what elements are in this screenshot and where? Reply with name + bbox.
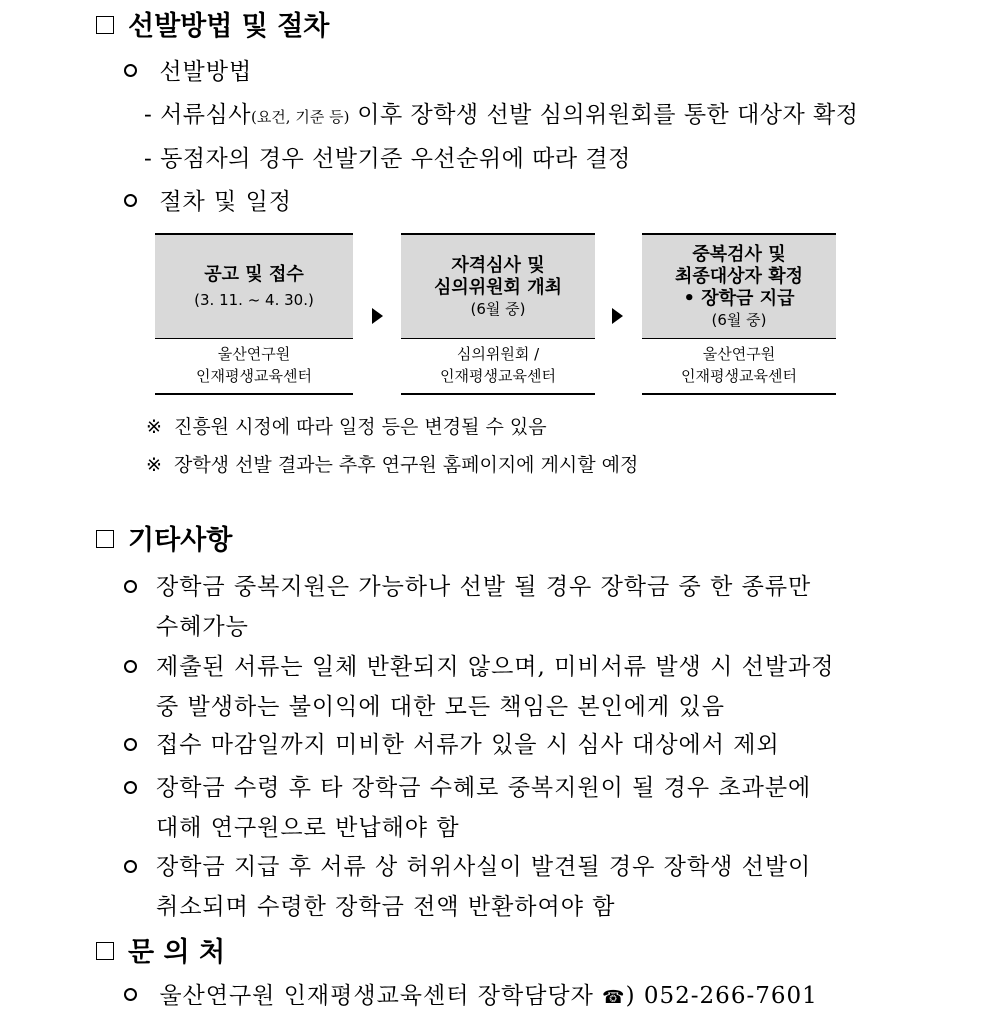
section-title-misc: 기타사항: [96, 518, 232, 557]
circle-bullet-icon: [124, 580, 137, 593]
section-title-contact: 문 의 처: [96, 930, 225, 969]
flow-step-header: 공고 및 접수 (3. 11. ~ 4. 30.): [155, 233, 353, 339]
contact-line: 울산연구원 인재평생교육센터 장학담당자 ☎) 052-266-7601: [124, 977, 818, 1010]
square-bullet-icon: [96, 16, 114, 34]
note-schedule-change: ※ 진흥원 시정에 따라 일정 등은 변경될 수 있음: [146, 416, 547, 438]
arrow-right-icon: [372, 308, 383, 324]
flow-step-header: 자격심사 및 심의위원회 개최 (6월 중): [401, 233, 595, 339]
phone-icon: ☎: [602, 987, 626, 1008]
circle-bullet-icon: [124, 860, 137, 873]
circle-bullet-icon: [124, 64, 137, 77]
flow-step-final: [642, 233, 836, 395]
flow-step-org: 울산연구원 인재평생교육센터: [642, 337, 836, 395]
circle-bullet-icon: [124, 194, 137, 207]
circle-bullet-icon: [124, 738, 137, 751]
dash-item-document-review: - 서류심사(요건, 기준 등) 이후 장학생 선발 심의위원회를 통한 대상자 확정: [144, 102, 859, 128]
flow-step-org: 울산연구원 인재평생교육센터: [155, 337, 353, 395]
square-bullet-icon: [96, 530, 114, 548]
circle-bullet-icon: [124, 781, 137, 794]
square-bullet-icon: [96, 942, 114, 960]
note-result-posting: ※ 장학생 선발 결과는 추후 연구원 홈페이지에 게시할 예정: [146, 454, 639, 476]
bullet-method: 선발방법: [124, 53, 252, 86]
bullet-procedure: 절차 및 일정: [124, 183, 292, 216]
arrow-right-icon: [612, 308, 623, 324]
flow-step-announcement: [155, 233, 353, 395]
dash-item-tie-break: - 동점자의 경우 선발기준 우선순위에 따라 결정: [144, 146, 631, 172]
flow-step-org: 심의위원회 / 인재평생교육센터: [401, 337, 595, 395]
circle-bullet-icon: [124, 660, 137, 673]
flow-step-header: 중복검사 및 최종대상자 확정 • 장학금 지급 (6월 중): [642, 233, 836, 339]
circle-bullet-icon: [124, 988, 137, 1001]
flow-step-review: [401, 233, 595, 395]
section-title-selection: 선발방법 및 절차: [96, 4, 329, 43]
